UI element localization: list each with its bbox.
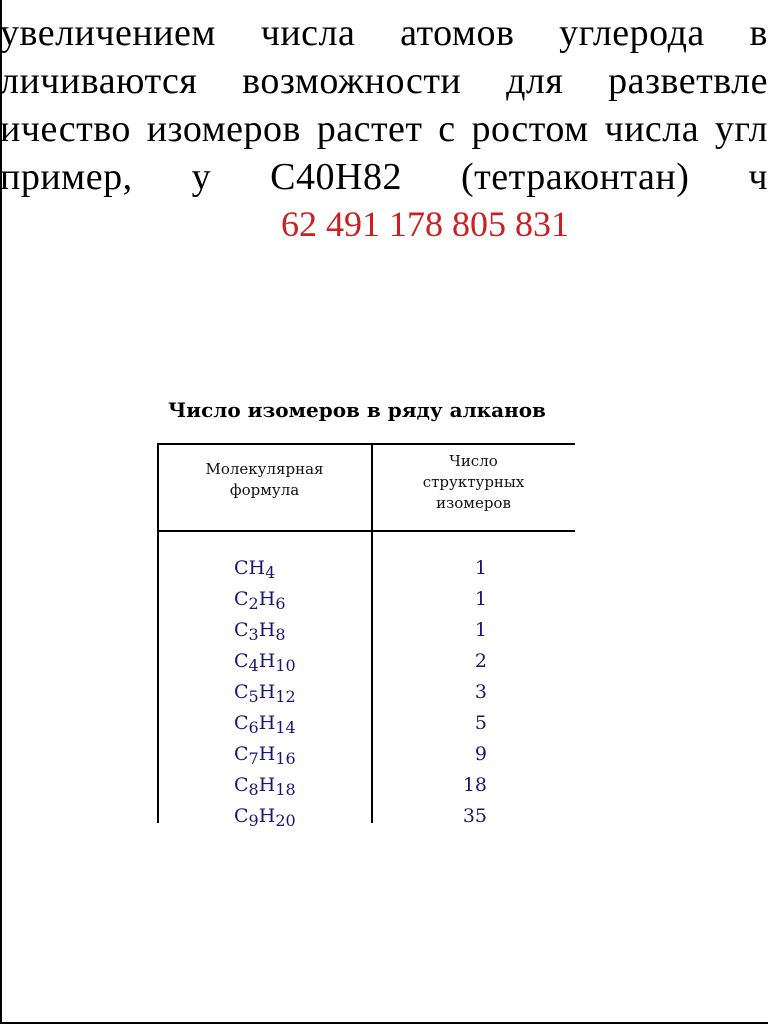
formula-carbon: C	[234, 619, 249, 641]
formula-cell	[234, 770, 296, 805]
formula-hydrogen-count: 4	[265, 563, 276, 582]
formula-carbon: C	[234, 650, 249, 672]
formula-hydrogen-count: 16	[275, 749, 296, 768]
table-top-rule	[157, 443, 575, 445]
formula-cell	[234, 677, 296, 712]
table-row	[157, 615, 575, 646]
isomer-count-cell: 9	[474, 743, 487, 765]
formula-carbon: C	[234, 588, 249, 610]
formula-hydrogen: H	[258, 650, 276, 672]
formula-hydrogen: H	[258, 588, 276, 610]
header-isomer-count	[372, 451, 575, 514]
header-formula-line-1: Молекулярная	[205, 460, 324, 478]
formula-carbon: C	[234, 805, 249, 827]
formula-hydrogen-count: 8	[275, 625, 286, 644]
isomer-count-cell: 3	[474, 681, 487, 703]
formula-hydrogen-count: 12	[275, 687, 296, 706]
header-molecular-formula	[157, 459, 372, 501]
formula-hydrogen-count: 14	[275, 718, 296, 737]
table-row	[157, 739, 575, 770]
isomer-table	[157, 443, 575, 830]
isomer-count-cell: 1	[474, 557, 487, 579]
paragraph-line-1: увеличением числа атомов углерода в	[0, 12, 768, 54]
formula-hydrogen: H	[258, 805, 276, 827]
formula-carbon: C	[234, 557, 249, 579]
isomer-count-cell: 1	[474, 588, 487, 610]
formula-hydrogen: H	[258, 774, 276, 796]
formula-hydrogen: H	[258, 743, 276, 765]
formula-cell	[234, 553, 275, 588]
formula-hydrogen: H	[258, 681, 276, 703]
formula-hydrogen-count: 18	[275, 780, 296, 799]
formula-carbon-count: 6	[248, 718, 259, 737]
formula-hydrogen: H	[248, 557, 266, 579]
formula-carbon-count: 2	[248, 594, 259, 613]
isomer-count-highlight: 62 491 178 805 831	[281, 204, 569, 244]
table-title: Число изомеров в ряду алканов	[168, 398, 546, 422]
table-body	[157, 553, 575, 832]
formula-carbon-count: 7	[248, 749, 259, 768]
table-row	[157, 646, 575, 677]
table-row	[157, 708, 575, 739]
paragraph-line-4: пример, у С40Н82 (тетраконтан) ч	[0, 156, 768, 198]
formula-carbon: C	[234, 681, 249, 703]
formula-cell	[234, 646, 296, 681]
isomer-count-cell: 5	[474, 712, 487, 734]
isomer-count-cell: 1	[474, 619, 487, 641]
table-header-rule	[157, 530, 575, 532]
formula-hydrogen-count: 20	[275, 811, 296, 830]
formula-carbon-count: 9	[248, 811, 259, 830]
formula-cell	[234, 708, 296, 743]
isomer-count-cell: 18	[462, 774, 487, 796]
paragraph-line-2: личиваются возможности для разветвле	[0, 60, 768, 102]
formula-cell	[234, 739, 296, 774]
formula-cell	[234, 584, 286, 619]
formula-hydrogen: H	[258, 619, 276, 641]
formula-carbon-count: 8	[248, 780, 259, 799]
isomer-count-cell: 35	[462, 805, 487, 827]
header-count-line-1: Число	[449, 452, 498, 470]
table-row	[157, 770, 575, 801]
formula-carbon: C	[234, 712, 249, 734]
formula-carbon: C	[234, 774, 249, 796]
formula-cell	[234, 615, 286, 650]
isomer-count-cell: 2	[474, 650, 487, 672]
formula-cell	[234, 801, 296, 836]
table-row	[157, 553, 575, 584]
paragraph-line-3: ичество изомеров растет с ростом числа угл	[0, 108, 768, 150]
header-formula-line-2: формула	[229, 481, 300, 499]
formula-carbon-count: 4	[248, 656, 259, 675]
formula-hydrogen: H	[258, 712, 276, 734]
table-row	[157, 584, 575, 615]
formula-carbon-count: 5	[248, 687, 259, 706]
formula-carbon-count: 3	[248, 625, 259, 644]
formula-hydrogen-count: 6	[275, 594, 286, 613]
header-count-line-3: изомеров	[436, 494, 511, 512]
header-count-line-2: структурных	[422, 473, 525, 491]
table-row	[157, 801, 575, 832]
formula-hydrogen-count: 10	[275, 656, 296, 675]
table-row	[157, 677, 575, 708]
formula-carbon: C	[234, 743, 249, 765]
